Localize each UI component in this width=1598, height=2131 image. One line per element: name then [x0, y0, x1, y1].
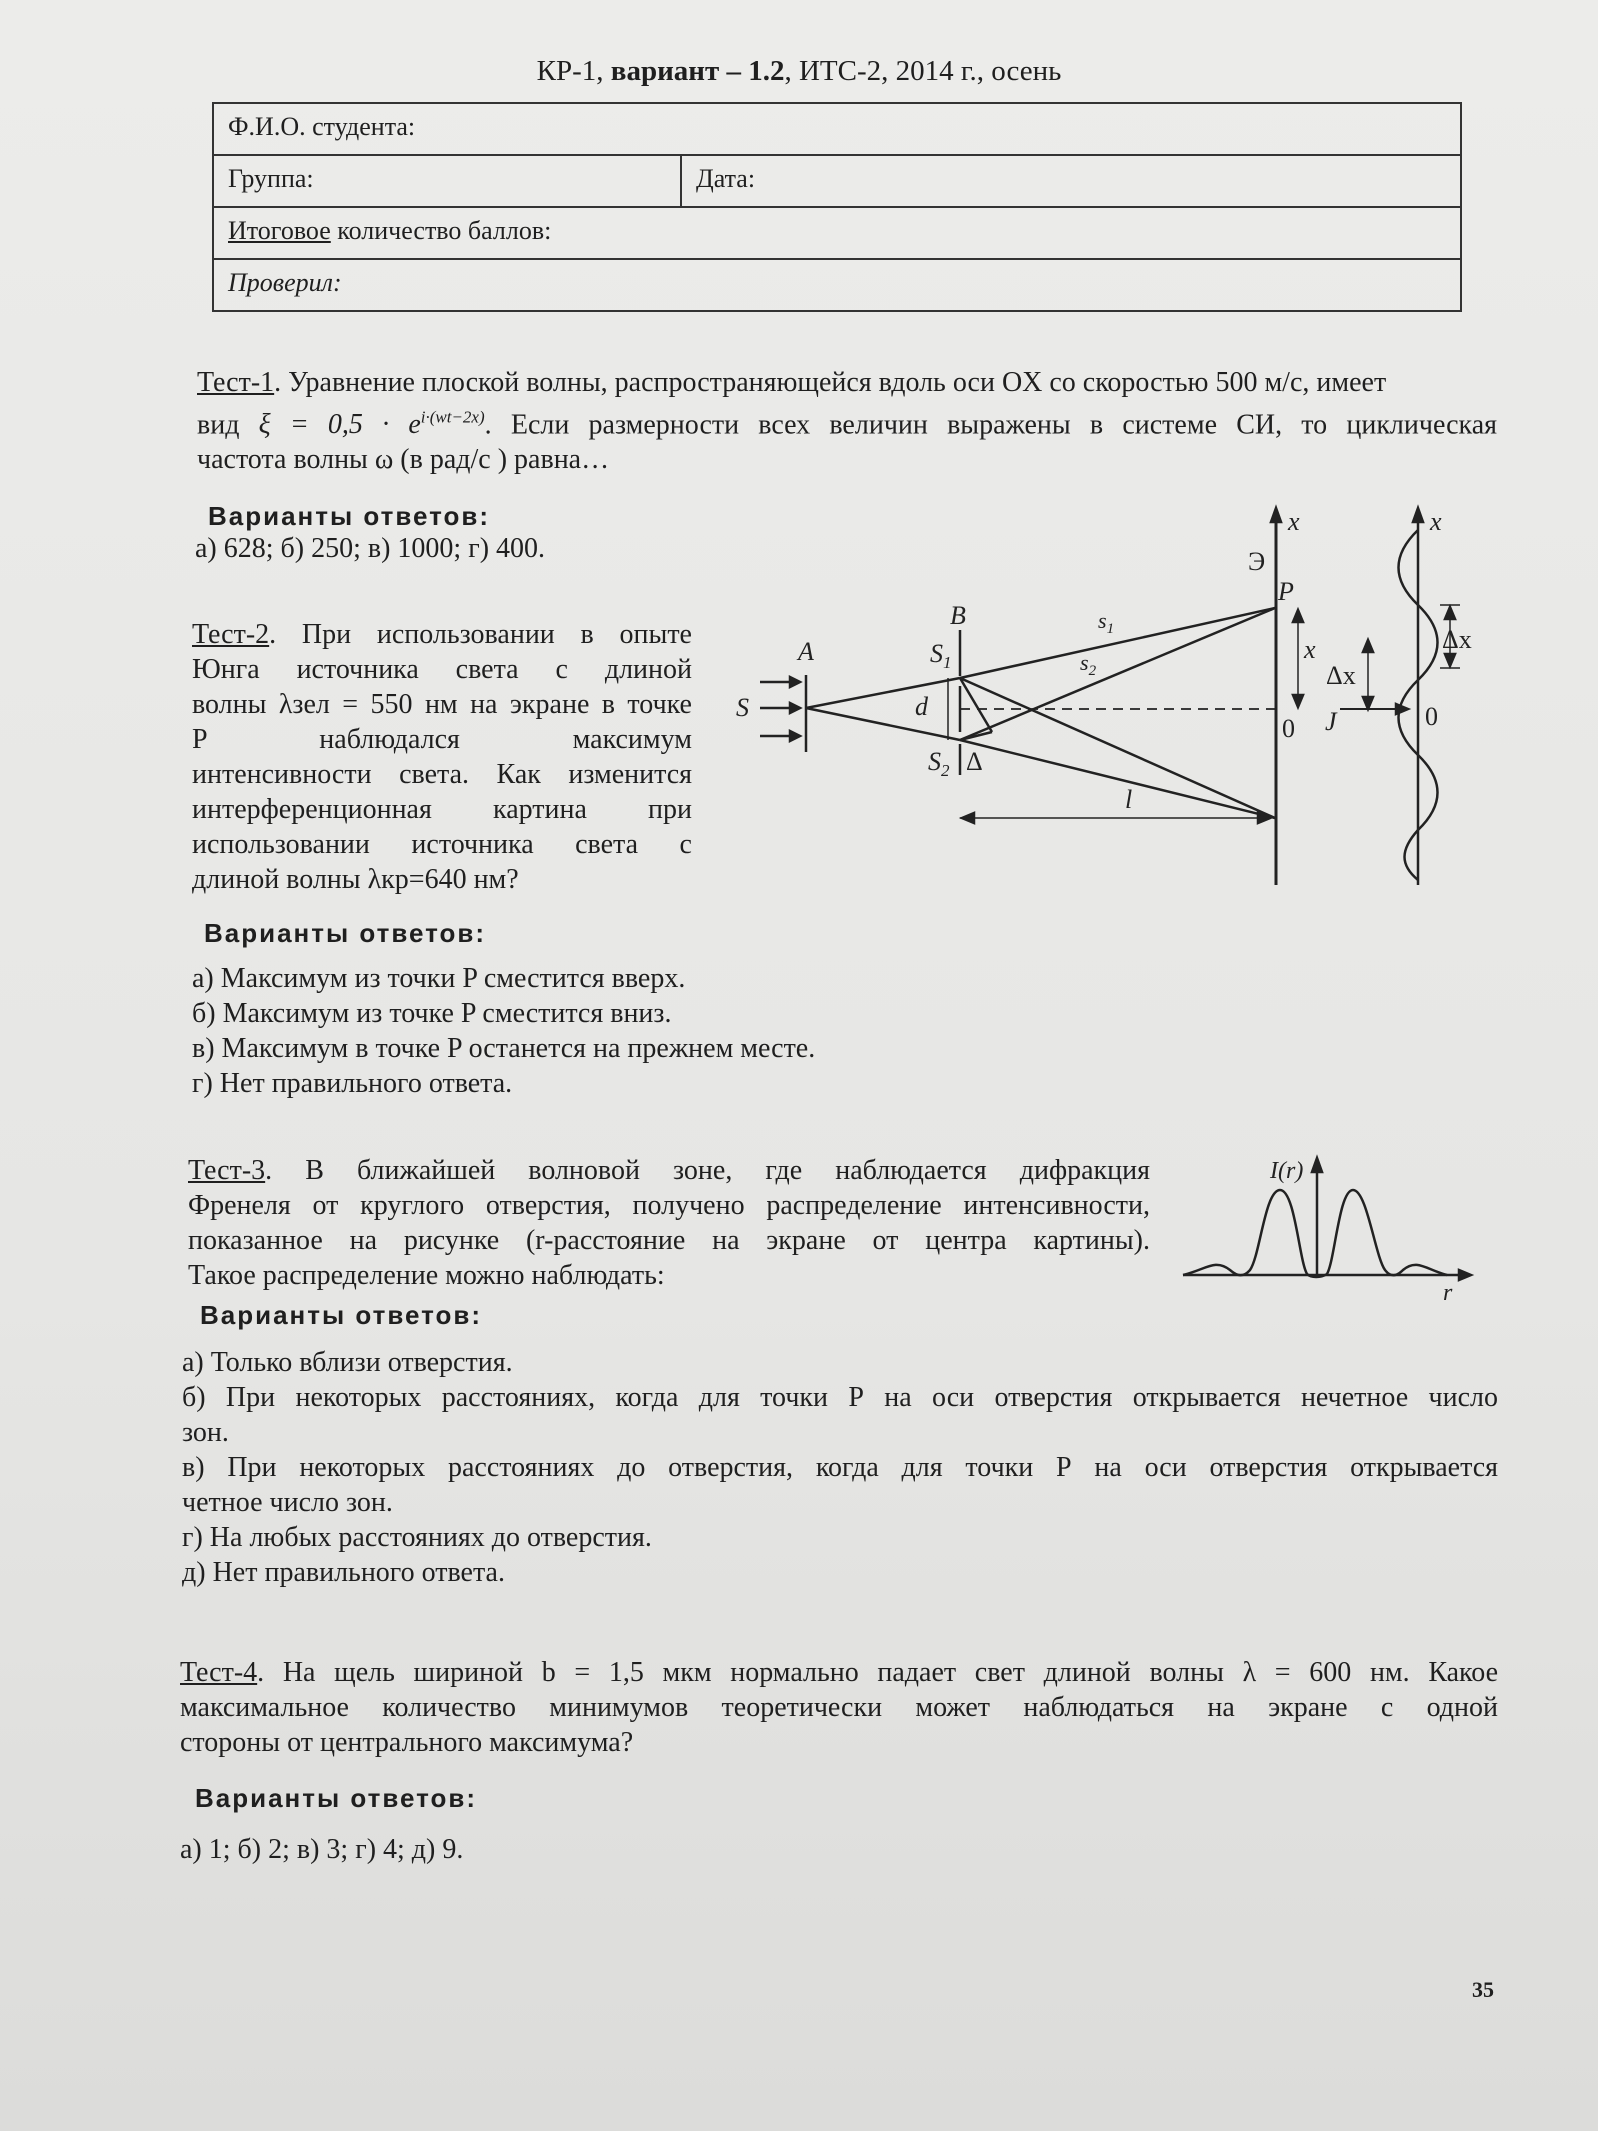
- fresnel-x-label: r: [1443, 1280, 1453, 1306]
- label-x-dist: x: [1304, 635, 1316, 664]
- test2-question: Тест-2. При использовании в опыте Юнга источника света с длиной волны λзел = 550 нм на экране в точке P наблюдался максимум интенсивности света. Как изменится интерференционная картина при использовании источника света с длиной волны λкр=640 нм?: [192, 619, 692, 895]
- label-B: B: [950, 601, 966, 630]
- test3-question: Тест-3. В ближайшей волновой зоне, где наблюдается дифракция Френеля от круглого отверстия, получено распределение интенсивности, показанное на рисунке (r-расстояние на экране от центра картины). Такое распределение можно наблюдать:: [188, 1155, 1150, 1291]
- group-field[interactable]: Группа:: [213, 155, 681, 207]
- test3-option-b[interactable]: б) При некоторых расстояниях, когда для точки Р на оси отверстия открывается нечетное число: [182, 1382, 1498, 1413]
- label-P: P: [1278, 577, 1294, 606]
- fresnel-y-label: I(r): [1270, 1158, 1304, 1184]
- test2-option-a[interactable]: а) Максимум из точки P сместится вверх.: [192, 963, 686, 994]
- test3-options: [182, 1345, 1498, 1590]
- label-zero-2: 0: [1425, 702, 1438, 731]
- label-x-axis-2: x: [1430, 507, 1442, 536]
- label-d: d: [915, 692, 928, 721]
- label-dx-right: Δx: [1442, 625, 1472, 654]
- label-dx-left: Δx: [1326, 661, 1356, 690]
- label-l: l: [1125, 785, 1133, 814]
- test3-option-a[interactable]: а) Только вблизи отверстия.: [182, 1347, 513, 1378]
- test1-formula: $\xi = 0,5 \cdot e^{i\cdot(wt-2x)}$: [258, 408, 485, 441]
- student-info-table: [212, 102, 1462, 312]
- test3-option-b-cont: зон.: [182, 1417, 229, 1448]
- label-s1: $s_1$: [1098, 608, 1115, 637]
- test4-answers-heading: Варианты ответов:: [195, 1783, 478, 1813]
- test3-option-e[interactable]: д) Нет правильного ответа.: [182, 1557, 505, 1588]
- test2-option-c[interactable]: в) Максимум в точке P останется на прежнем месте.: [192, 1033, 816, 1064]
- test3-option-d[interactable]: г) На любых расстояниях до отверстия.: [182, 1522, 652, 1553]
- student-name-field[interactable]: Ф.И.О. студента:: [213, 103, 1461, 155]
- test1-label: Тест-1: [197, 367, 275, 398]
- test1-options[interactable]: а) 628; б) 250; в) 1000; г) 400.: [195, 533, 546, 564]
- fresnel-intensity-plot: [1175, 1150, 1475, 1310]
- label-s2: $s_2$: [1080, 650, 1097, 679]
- page-number: 35: [1472, 1977, 1494, 2002]
- checked-by-field[interactable]: Проверил:: [213, 259, 1461, 311]
- label-x-axis: x: [1288, 507, 1300, 536]
- test2-answers-heading: Варианты ответов:: [204, 918, 487, 948]
- label-zero: 0: [1282, 714, 1295, 743]
- test3-option-c[interactable]: в) При некоторых расстояниях до отверстия, когда для точки Р на оси отверстия открывается: [182, 1452, 1498, 1483]
- score-field[interactable]: Итоговое количество баллов:: [213, 207, 1461, 259]
- label-S: S: [736, 693, 749, 722]
- date-field[interactable]: Дата:: [681, 155, 1461, 207]
- test3-answers-heading: Варианты ответов:: [200, 1300, 483, 1330]
- test3-option-c-cont: четное число зон.: [182, 1487, 393, 1518]
- label-S1: $S_1$: [930, 639, 952, 672]
- test2-options: [192, 961, 815, 1101]
- test4-question: Тест-4. На щель шириной b = 1,5 мкм нормально падает свет длиной волны λ = 600 нм. Какое максимальное количество минимумов теоретически может наблюдаться на экране с одной стороны от центрального максимума?: [180, 1657, 1498, 1758]
- label-A: A: [798, 637, 814, 666]
- label-screen: Э: [1248, 547, 1266, 576]
- page-title: КР-1, вариант – 1.2, ИТС-2, 2014 г., осень: [536, 55, 1062, 87]
- test4-options[interactable]: а) 1; б) 2; в) 3; г) 4; д) 9.: [180, 1834, 464, 1865]
- young-experiment-diagram: [720, 500, 1480, 890]
- test2-option-d[interactable]: г) Нет правильного ответа.: [192, 1068, 513, 1099]
- test1-question: Тест-1. Уравнение плоской волны, распространяющейся вдоль оси OX со скоростью 500 м/с, имеет вид $\xi = 0,5 \cdot e^{i\cdot(wt-2x)}$. Если размерности всех величин выражены в системе СИ, то циклическая частота волны ω (в рад/с ) равна…: [197, 367, 1498, 476]
- label-J: J: [1325, 707, 1337, 736]
- label-delta: Δ: [966, 747, 983, 776]
- test1-answers-heading: Варианты ответов:: [208, 501, 491, 531]
- test2-option-b[interactable]: б) Максимум из точке P сместится вниз.: [192, 998, 672, 1029]
- label-S2: $S_2$: [928, 747, 950, 780]
